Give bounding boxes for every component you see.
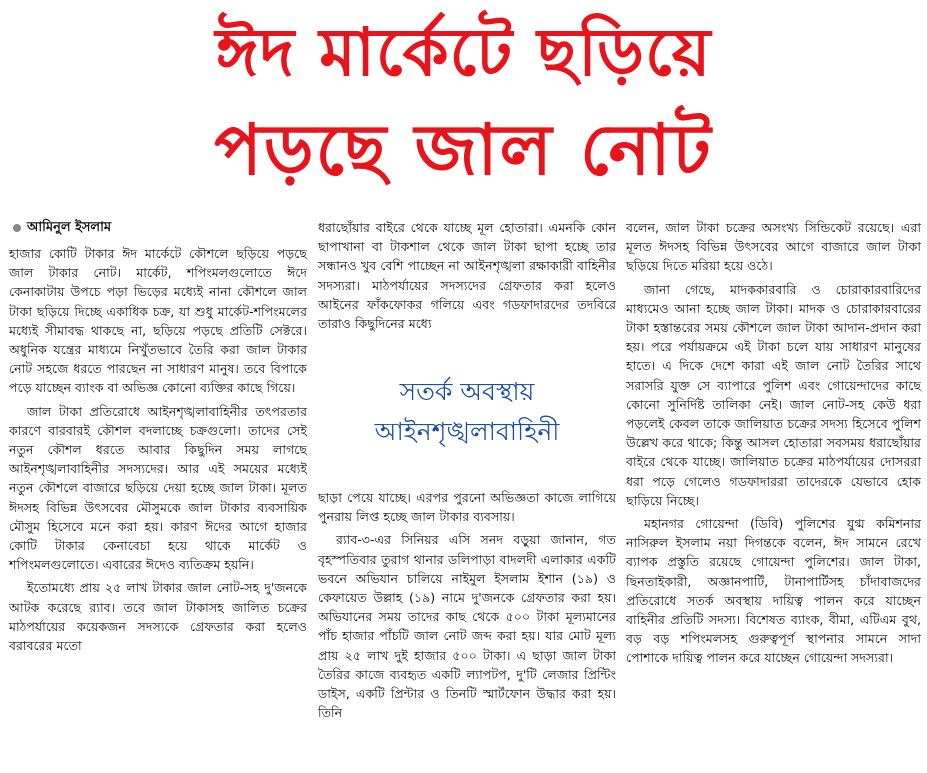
subheading-line-2: আইনশৃঙ্খলাবাহিনী <box>374 417 560 446</box>
paragraph: বলেন, জাল টাকা চক্রের অসংখ্য সিন্ডিকেট রয়েছে। এরা মূলত ঈদসহ বিভিন্ন উৎসবের আগে বাজারে জাল টাকা ছড়িয়ে দিতে মরিয়া হয়ে ওঠে। <box>626 220 921 274</box>
paragraph: মহানগর গোয়েন্দা (ডিবি) পুলিশের যুগ্ম কমিশনার নাসিরুল ইসলাম নয়া দিগন্তকে বলেন, ঈদ সামনে রেখে ব্যাপক প্রস্তুতি রয়েছে গোয়েন্দা পুলিশের। জাল টাকা, ছিনতাইকারী, অজ্ঞানপার্টি, টানাপার্টিসহ চাঁদাবাজদের প্রতিরোধে সতর্ক অবস্থায় দায়িত্ব পালন করে যাচ্ছেন বাহিনীর প্রতিটি সদস্য। বিশেষত ব্যাংক, বীমা, এটিএম বুথ, বড় বড় শপিংমলসহ গুরুত্বপূর্ণ স্থাপনার সামনে সাদা পোশাকে দায়িত্ব পালন করে যাচ্ছেন গোয়েন্দা সদস্যরা। <box>626 516 921 666</box>
article-column-2-top <box>318 218 616 337</box>
paragraph: ধরাছোঁয়ার বাইরে থেকে যাচ্ছে মূল হোতারা। এমনকি কোন ছাপাখানা বা টাকশাল থেকে জাল টাকা ছাপা হচ্ছে তার সন্ধানও খুব বেশি পাচ্ছেন না আইনশৃঙ্খলা রক্ষাকারী বাহিনীর সদস্যরা। মাঠপর্যায়ের সদস্যদের গ্রেফতার করা হলেও আইনের ফাঁকফোকর গলিয়ে এবং গডফাদারদের তদবিরে তারাও কিছুদিনের মধ্যে <box>318 220 616 332</box>
headline-line-1: ঈদ মার্কেটে ছড়িয়ে <box>215 14 712 91</box>
paragraph: ইতোমধ্যে প্রায় ২৫ লাখ টাকার জাল নোট-সহ দু'জনকে আটক করেছে র‌্যাব। তবে জাল টাকাসহ জালিত চক্রের মাঠপর্যায়ের কয়েকজন সদস্যকে গ্রেফতার করা হলেও বরাবরের মতো <box>9 580 307 654</box>
paragraph: ছাড়া পেয়ে যাচ্ছে। এরপর পুরনো অভিজ্ঞতা কাজে লাগিয়ে পুনরায় লিপ্ত হচ্ছে জাল টাকার ব্যবসায়। <box>318 490 616 525</box>
article-column-1 <box>9 218 307 659</box>
bullet-icon <box>13 224 21 232</box>
paragraph: র‌্যাব-৩-এর সিনিয়র এসি সনদ বড়ুয়া জানান, গত বৃহস্পতিবার তুরাগ থানার ডলিপাড়া বাদলদী এলাকার একটি ভবনে অভিযান চালিয়ে নাইমুল ইসলাম ইশান (১৯) ও কেফায়েত উল্লাহ (১৯) নামে দু'জনকে গ্রেফতার করা হয়। অভিযানের সময় তাদের কাছ থেকে ৫০০ টাকা মূল্যমানের পাঁচ হাজার পাঁচটি জাল নোট জব্দ করা হয়। যার মোট মূল্য প্রায় ২৫ লাখ দুই হাজার ৫০০ টাকা। এ ছাড়া জাল টাকা তৈরির কাজে ব্যবহৃত একটি ল্যাপটপ, দু'টি লেজার প্রিন্টিং ডাইস, একটি প্রিন্টার ও তিনটি স্মার্টফোন উদ্ধার করা হয়। তিনি <box>318 532 616 721</box>
headline <box>0 4 927 198</box>
article-column-3 <box>626 218 921 672</box>
paragraph: জানা গেছে, মাদককারবারি ও চোরাকারবারিদের মাধ্যমেও আনা হচ্ছে জাল টাকা। মাদক ও চোরাকারবারের টাকা হস্তান্তরের সময় কৌশলে জাল টাকা আদান-প্রদান করা হয়। পরে পর্যায়ক্রমে এই টাকা চলে যায় সাধারণ মানুষের হাতে। এ দিকে দেশে কারা এই জাল নোট তৈরির সাথে সরাসরি যুক্ত সে ব্যাপারে পুলিশ এবং গোয়েন্দাদের কাছে কোনো সুনির্দিষ্ট তালিকা নেই। জাল নোট-সহ কেউ ধরা পড়লেই কেবল তাকে জালিয়াত চক্রের সদস্য হিসেবে পুলিশ উল্লেখ করে থাকে; কিন্তু আসল হোতারা সবসময় ধরাছোঁয়ার বাইরে থেকে যাচ্ছে। জালিয়াত চক্রের মাঠপর্যায়ের দোসররা ধরা পড়ে গেলেও গডফাদাররা তাদেরকে যেভাবে হোক ছাড়িয়ে নিচ্ছে। <box>626 281 921 508</box>
subheading <box>318 372 616 452</box>
subheading-line-1: সতর্ক অবস্থায় <box>399 377 535 406</box>
paragraph: হাজার কোটি টাকার ঈদ মার্কেটে কৌশলে ছড়িয়ে পড়ছে জাল টাকার নোট। মার্কেট, শপিংমলগুলোতে ঈদে কেনাকাটায় উপচে পড়া ভিড়ের মধ্যেই নানা কৌশলে জাল টাকা ছড়িয়ে দিচ্ছে একাধিক চক্র, যা শুধু মার্কেট-শপিংমলের মধ্যেই সীমাবদ্ধ থাকছে না, ছড়িয়ে পড়ছে প্রতিটি সেক্টরে। অধুনিক যন্ত্রের মাধ্যমে নিখুঁতভাবে তৈরি করা জাল টাকার নোট সহজে ধরতে পারছেন না সাধারণ মানুষ। তবে বিপাকে পড়ে যাচ্ছেন ব্যাংক বা অভিজ্ঞ কোনো ব্যক্তির কাছে গিয়ে। <box>9 246 307 396</box>
headline-line-2: পড়ছে জাল নোট <box>214 109 713 191</box>
byline <box>9 218 307 238</box>
article-column-2-bottom <box>318 488 616 726</box>
author-name: আমিনুল ইসলাম <box>27 220 112 235</box>
paragraph: জাল টাকা প্রতিরোধে আইনশৃঙ্খলাবাহিনীর তৎপরতার কারণে বারবারই কৌশল বদলাচ্ছে চক্রগুলো। তাদের সেই নতুন কৌশল ধরতে আবার কিছুদিন সময় লাগছে আইনশৃঙ্খলাবাহিনীর সদস্যদের। আর এই সময়ের মধ্যেই নতুন কৌশলে বাজারে ছড়িয়ে দেয়া হচ্ছে জাল টাকা। মূলত ঈদসহ বিভিন্ন উৎসবের মৌসুমকে জাল টাকার ব্যবসায়িক মৌসুম হিসেবে মনে করা হয়। কারণ ঈদের আগে হাজার কোটি টাকার কেনাবেচা হয়ে থাকে মার্কেট ও শপিংমলগুলোতে। এবারের ঈদেও ব্যতিক্রম হয়নি। <box>9 403 307 573</box>
